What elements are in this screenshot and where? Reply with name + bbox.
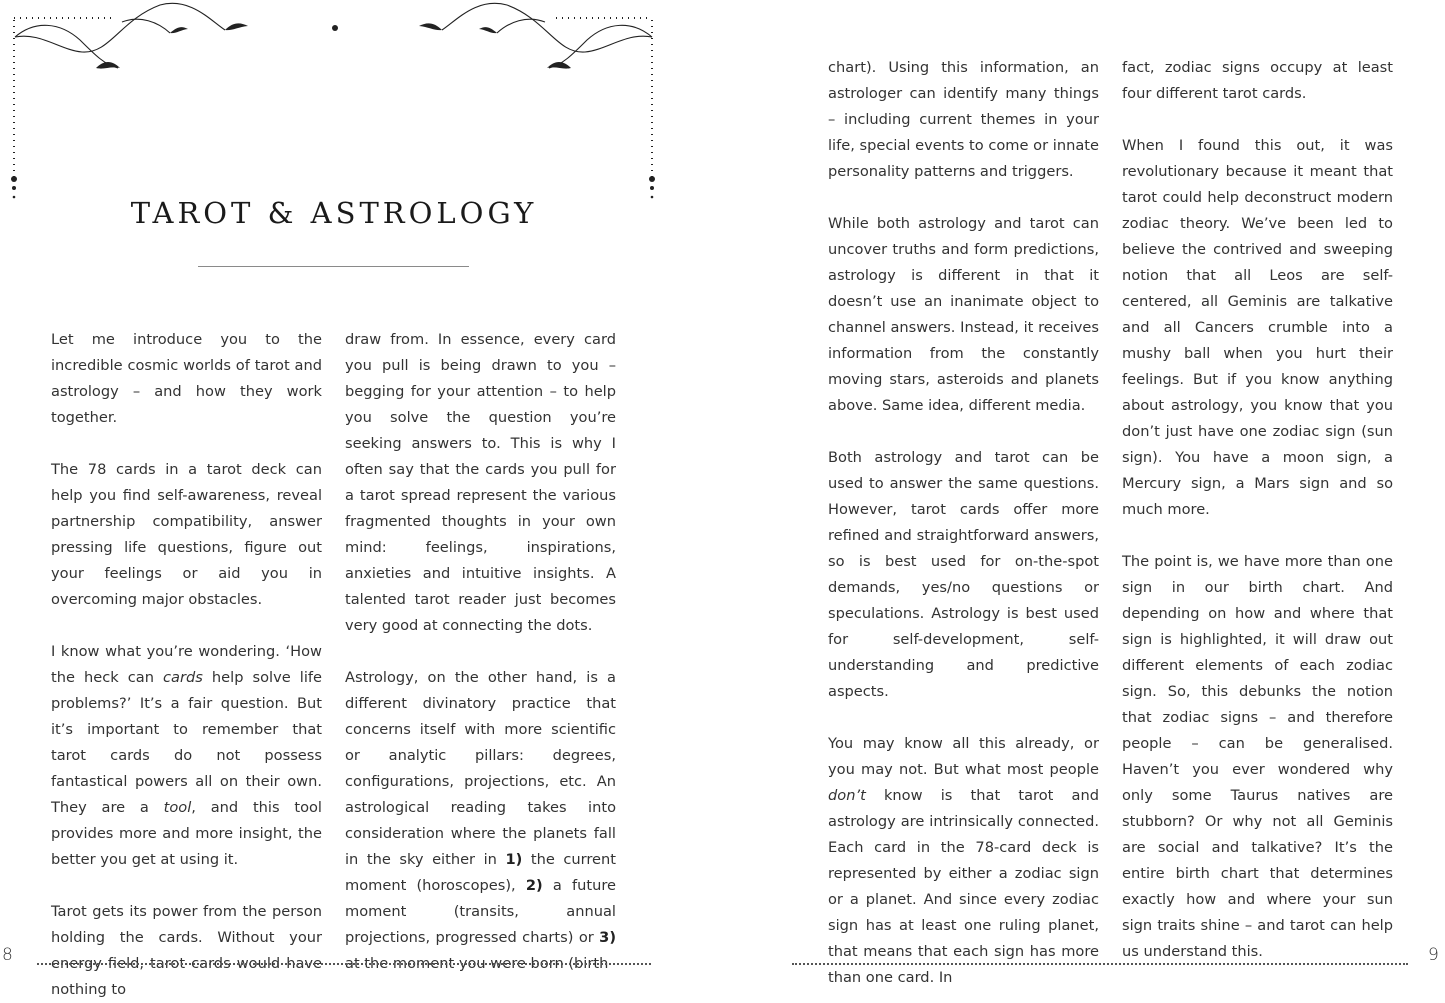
body-text: The 78 cards in a tarot deck can help you find self-awareness, reveal partnership compatibility, answer pressing life questions, figure out your feelings or aid you in overcoming major obstacles.: [51, 461, 322, 608]
body-text: Both astrology and tarot can be used to answer the same questions. However, tarot cards offer more refined and straightforward answers, so is best used for on-the-spot demands, yes/no questions or speculations. Astrology is best used for self-development, self-understanding and predictive aspects.: [828, 449, 1099, 700]
body-text: draw from. In essence, every card you pull is being drawn to you – begging for your attention – to help you solve the question you’re seeking answers to. This is why I often say that the cards you pull for a tarot spread represent the various fragmented thoughts in your own mind: feelings, inspirations, anxieties and intuitive insights. A talented tarot reader just becomes very good at connecting the dots.: [345, 331, 616, 634]
list-number: 3): [599, 929, 616, 946]
body-text: , and this tool provides more and more insight, the better you get at using it.: [51, 799, 322, 868]
list-number: 1): [505, 851, 523, 868]
body-text: The point is, we have more than one sign in our birth chart. And depending on how and where that sign is highlighted, it will draw out different elements of each zodiac sign. So, this debunks the notion that zodiac signs – and therefore people – can be generalised. Haven’t you ever wondered why only some Taurus natives are stubborn? Or why not all Geminis are social and talkative? It’s the entire birth chart that determines exactly how and where your sun sign traits shine – and tarot can help us understand this.: [1122, 553, 1393, 960]
paragraph: [345, 327, 616, 639]
title-divider: [198, 266, 469, 267]
body-text: a future moment (transits, annual projections, progressed charts) or: [345, 877, 616, 946]
right-page: [722, 0, 1445, 986]
body-text: While both astrology and tarot can uncover truths and form predictions, astrology is different in that it doesn’t use an inanimate object to channel answers. Instead, it receives information from the constantly moving stars, asteroids and planets above. Same idea, different media.: [828, 215, 1099, 414]
paragraph: [51, 327, 322, 431]
body-text: at the moment you were born (birth: [345, 955, 609, 972]
emphasis-text: don’t: [828, 787, 866, 804]
emphasis-text: tool: [163, 799, 192, 816]
list-number: 2): [525, 877, 543, 894]
footer-dotted-rule-right: [792, 963, 1408, 965]
text-column-2: [345, 327, 616, 977]
body-text: the current moment (horoscopes),: [345, 851, 616, 894]
body-text: help solve life problems?’ It’s a fair question. But it’s important to remember that tarot cards do not possess fantastical powers all on their own. They are a: [51, 669, 322, 816]
paragraph: [51, 639, 322, 873]
body-text: Tarot gets its power from the person holding the cards. Without your energy field, tarot cards would have nothing to: [51, 903, 322, 998]
text-column-3: [828, 55, 1099, 991]
body-text: When I found this out, it was revolutionary because it meant that tarot could help deconstruct modern zodiac theory. We’ve been led to believe the contrived and sweeping notion that all Leos are self-centered, all Geminis are talkative and all Cancers crumble into a mushy ball when you hurt their feelings. But if you know anything about astrology, you know that you don’t just have one zodiac sign (sun sign). You have a moon sign, a Mercury sign, a Mars sign and so much more.: [1122, 137, 1393, 518]
left-page: [0, 0, 722, 998]
body-text: You may know all this already, or you may not. But what most people: [828, 735, 1099, 778]
text-column-4: [1122, 55, 1393, 965]
text-column-1: [51, 327, 322, 1003]
body-text: know is that tarot and astrology are intrinsically connected. Each card in the 78-card deck is represented by either a zodiac sign or a planet. And since every zodiac sign has at least one ruling planet, that means that each sign has more than one card. In: [828, 787, 1099, 986]
paragraph: [51, 457, 322, 613]
page-number-left: 8: [2, 945, 13, 965]
flourish-scroll-ornament-icon: [0, 0, 668, 200]
emphasis-text: cards: [163, 669, 203, 686]
paragraph: [828, 211, 1099, 419]
body-text: I know what you’re wondering. ‘How the heck can: [51, 643, 322, 686]
body-text: fact, zodiac signs occupy at least four different tarot cards.: [1122, 59, 1393, 102]
chapter-title: TAROT & ASTROLOGY: [130, 196, 538, 230]
paragraph: [1122, 549, 1393, 965]
paragraph: [828, 55, 1099, 185]
body-text: Let me introduce you to the incredible cosmic worlds of tarot and astrology – and how they work together.: [51, 331, 322, 426]
paragraph: [345, 665, 616, 977]
paragraph: [1122, 55, 1393, 107]
footer-dotted-rule-left: [37, 963, 651, 965]
body-text: Astrology, on the other hand, is a different divinatory practice that concerns itself with more scientific or analytic pillars: degrees, configurations, projections, etc. An astrological reading takes into consideration where the planets fall in the sky either in: [345, 669, 616, 868]
paragraph: [828, 445, 1099, 705]
paragraph: [1122, 133, 1393, 523]
paragraph: [51, 899, 322, 1003]
body-text: chart). Using this information, an astrologer can identify many things – including current themes in your life, special events to come or innate personality patterns and triggers.: [828, 59, 1099, 180]
paragraph: [828, 731, 1099, 991]
page-number-right: 9: [1428, 945, 1439, 965]
